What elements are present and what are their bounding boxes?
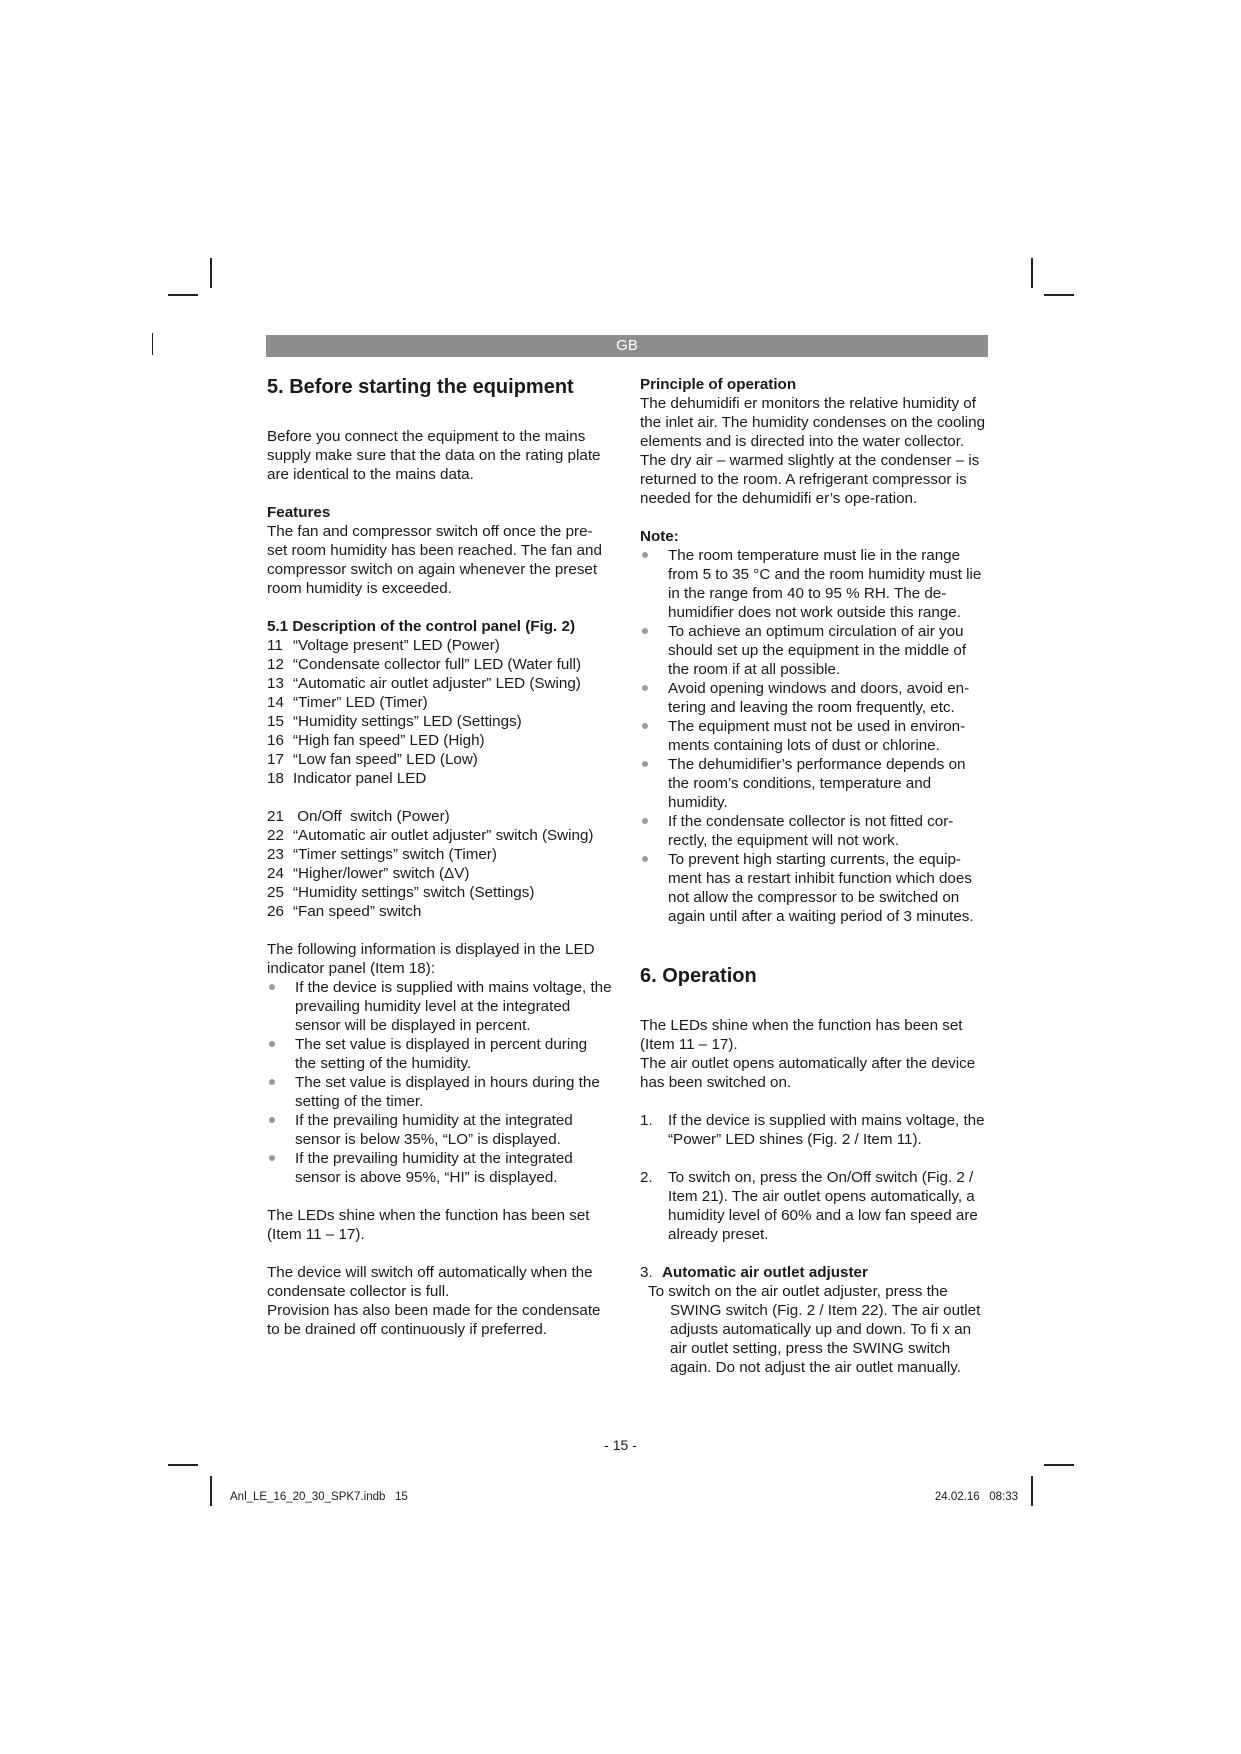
display-intro: The following information is displayed in the LED indicator panel (Item 18): bbox=[267, 941, 595, 977]
list-item: 13 “Automatic air outlet adjuster” LED (Swing) bbox=[267, 675, 581, 692]
list-item: The dehumidifier’s performance depends on the room’s conditions, temperature and humidity. bbox=[640, 755, 990, 812]
list-item: Avoid opening windows and doors, avoid en-tering and leaving the room frequently, etc. bbox=[640, 679, 990, 717]
footer-filename: Anl_LE_16_20_30_SPK7.indb 15 bbox=[230, 1491, 408, 1503]
list-item: 15 “Humidity settings” LED (Settings) bbox=[267, 713, 522, 730]
list-item: 14 “Timer” LED (Timer) bbox=[267, 694, 428, 711]
language-header-bar: GB bbox=[266, 335, 988, 357]
crop-mark bbox=[210, 1476, 212, 1506]
list-item: If the prevailing humidity at the integrated sensor is above 95%, “HI” is displayed. bbox=[267, 1149, 612, 1187]
list-item: 25 “Humidity settings” switch (Settings) bbox=[267, 884, 535, 901]
auto-off-paragraph: The device will switch off automatically when the condensate collector is full. bbox=[267, 1264, 593, 1300]
note-bullet-list bbox=[640, 546, 990, 926]
crop-mark bbox=[1044, 1464, 1074, 1466]
principle-paragraph: The dehumidifi er monitors the relative humidity of the inlet air. The humidity condenses on the cooling elements and is directed into the water collector. The dry air – warmed slightly at the condenser – is returned to the room. A refrigerant compressor is needed for the dehumidifi er’s ope-ration. bbox=[640, 395, 986, 507]
provision-paragraph: Provision has also been made for the condensate to be drained off continuously if preferred. bbox=[267, 1302, 601, 1338]
leds-shine-paragraph: The LEDs shine when the function has been set (Item 11 – 17). bbox=[267, 1207, 590, 1243]
operation-title: 6. Operation bbox=[640, 965, 757, 987]
list-item: 26 “Fan speed” switch bbox=[267, 903, 422, 920]
list-item: 12 “Condensate collector full” LED (Water full) bbox=[267, 656, 582, 673]
list-item: 17 “Low fan speed” LED (Low) bbox=[267, 751, 478, 768]
step-2: 2. To switch on, press the On/Off switch (Fig. 2 / Item 21). The air outlet opens automatically, a humidity level of 60% and a low fan speed are already preset. bbox=[640, 1169, 978, 1243]
list-item: The set value is displayed in percent during the setting of the humidity. bbox=[267, 1035, 612, 1073]
step-3-heading: Automatic air outlet adjuster bbox=[662, 1264, 868, 1281]
intro-paragraph: Before you connect the equipment to the mains supply make sure that the data on the rating plate are identical to the mains data. bbox=[267, 428, 601, 483]
step-3-lead: To switch on the air outlet adjuster, press the bbox=[648, 1283, 948, 1300]
list-item: 21 On/Off switch (Power) bbox=[267, 808, 450, 825]
list-item: 18 Indicator panel LED bbox=[267, 770, 427, 787]
list-item: The room temperature must lie in the range from 5 to 35 °C and the room humidity must lie in the range from 40 to 95 % RH. The de-humidifier does not work outside this range. bbox=[640, 546, 990, 622]
crop-mark bbox=[152, 333, 153, 355]
note-heading: Note: bbox=[640, 528, 679, 545]
list-item: If the condensate collector is not fitted cor-rectly, the equipment will not work. bbox=[640, 812, 990, 850]
operation-outlet-paragraph: The air outlet opens automatically after the device has been switched on. bbox=[640, 1055, 976, 1091]
list-item: 11 “Voltage present” LED (Power) bbox=[267, 637, 500, 654]
crop-mark bbox=[168, 1464, 198, 1466]
list-item: The equipment must not be used in environ-ments containing lots of dust or chlorine. bbox=[640, 717, 990, 755]
footer-timestamp: 24.02.16 08:33 bbox=[934, 1491, 1018, 1503]
crop-mark bbox=[210, 258, 212, 288]
display-bullet-list bbox=[267, 978, 612, 1187]
list-item: To achieve an optimum circulation of air you should set up the equipment in the middle of the room if at all possible. bbox=[640, 622, 990, 679]
led-list bbox=[267, 636, 612, 788]
crop-mark bbox=[1044, 294, 1074, 296]
list-item: 23 “Timer settings” switch (Timer) bbox=[267, 846, 497, 863]
crop-mark bbox=[168, 294, 198, 296]
left-column bbox=[267, 375, 612, 1339]
page-number: - 15 - bbox=[604, 1437, 637, 1453]
section-title: 5. Before starting the equipment bbox=[267, 376, 574, 398]
list-item: 16 “High fan speed” LED (High) bbox=[267, 732, 485, 749]
crop-mark bbox=[1031, 1476, 1033, 1506]
crop-mark bbox=[1031, 258, 1033, 288]
list-item: 22 “Automatic air outlet adjuster” switch (Swing) bbox=[267, 827, 594, 844]
step-1: 1. If the device is supplied with mains voltage, the “Power” LED shines (Fig. 2 / Item 11). bbox=[640, 1112, 985, 1148]
list-item: If the prevailing humidity at the integrated sensor is below 35%, “LO” is displayed. bbox=[267, 1111, 612, 1149]
features-paragraph: The fan and compressor switch off once the pre-set room humidity has been reached. The fan and compressor switch on again whenever the preset room humidity is exceeded. bbox=[267, 523, 602, 597]
list-item: To prevent high starting currents, the equip-ment has a restart inhibit function which does not allow the compressor to be switched on again until after a waiting period of 3 minutes. bbox=[640, 850, 990, 926]
step-3-text: SWING switch (Fig. 2 / Item 22). The air outlet adjusts automatically up and down. To fi x an air outlet setting, press the SWING switch again. Do not adjust the air outlet manually. bbox=[670, 1302, 981, 1376]
control-panel-heading: 5.1 Description of the control panel (Fig. 2) bbox=[267, 618, 575, 635]
list-item: If the device is supplied with mains voltage, the prevailing humidity level at the integrated sensor will be displayed in percent. bbox=[267, 978, 612, 1035]
principle-heading: Principle of operation bbox=[640, 376, 797, 393]
switch-list bbox=[267, 807, 612, 921]
right-column bbox=[640, 375, 990, 1377]
step-3: 3. Automatic air outlet adjuster To switch on the air outlet adjuster, press the SWING switch (Fig. 2 / Item 22). The air outlet adjusts automatically up and down. To fi x an air outlet setting, press the SWING switch again. Do not adjust the air outlet manually. bbox=[640, 1263, 990, 1377]
operation-leds-paragraph: The LEDs shine when the function has been set (Item 11 – 17). bbox=[640, 1017, 963, 1053]
features-heading: Features bbox=[267, 504, 331, 521]
list-item: 24 “Higher/lower” switch (ΔV) bbox=[267, 865, 470, 882]
list-item: The set value is displayed in hours during the setting of the timer. bbox=[267, 1073, 612, 1111]
